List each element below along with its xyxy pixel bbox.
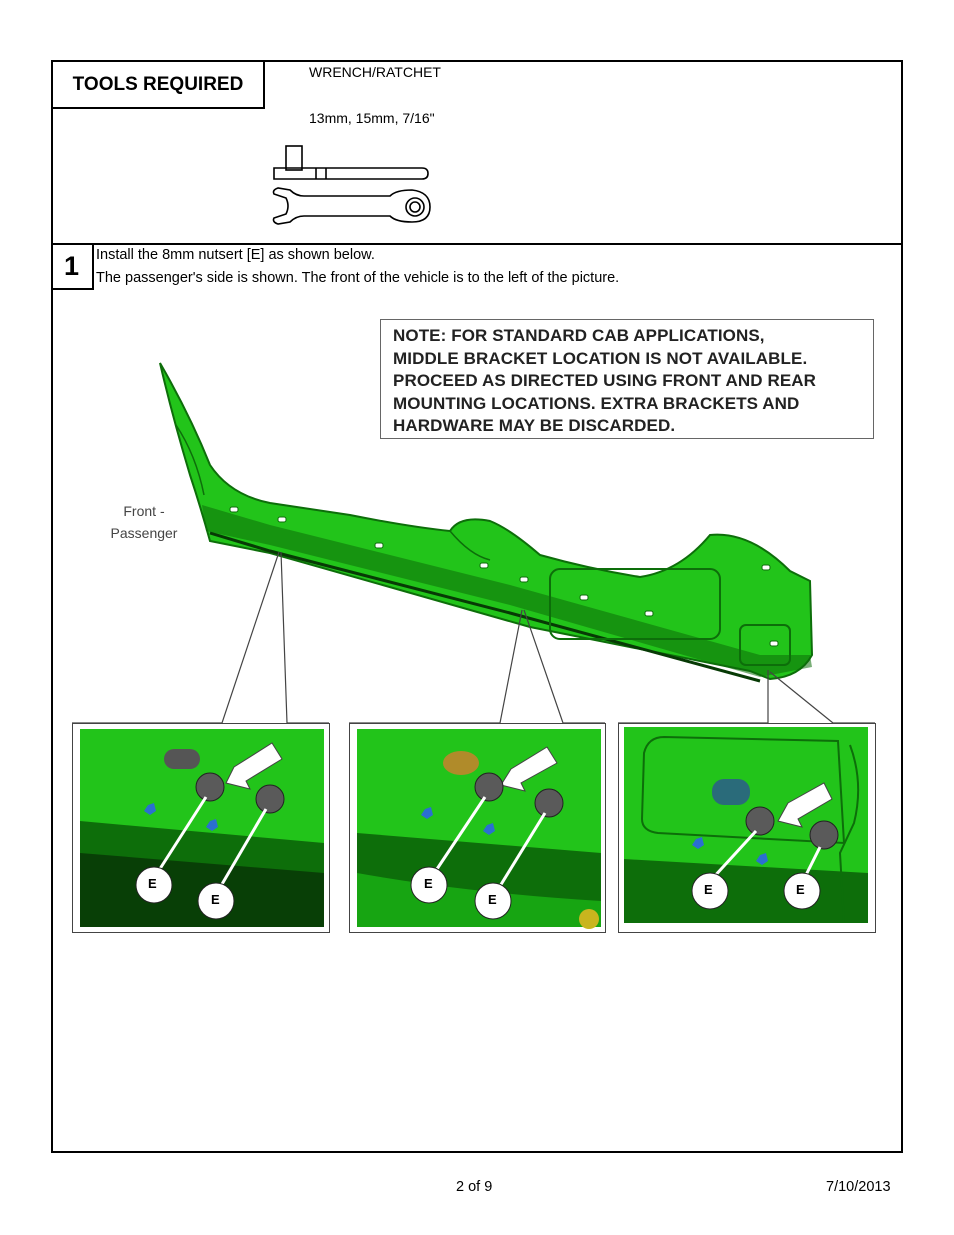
nutsert-label: E: [424, 876, 433, 891]
note-line: MOUNTING LOCATIONS. EXTRA BRACKETS AND: [393, 393, 800, 413]
note-line: NOTE: FOR STANDARD CAB APPLICATIONS,: [393, 326, 765, 345]
tools-required-heading: TOOLS REQUIRED: [51, 60, 265, 109]
note-line: HARDWARE MAY BE DISCARDED.: [393, 416, 676, 436]
nutsert-label: E: [704, 882, 713, 897]
page-number: 2 of 9: [456, 1179, 493, 1195]
document-date: 7/10/2013: [826, 1179, 891, 1195]
note-line: PROCEED AS DIRECTED USING FRONT AND REAR: [393, 371, 817, 391]
nutsert-label: E: [796, 882, 805, 897]
detail-view-middle: [349, 723, 606, 933]
tool-sizes: 13mm, 15mm, 7/16": [309, 110, 435, 126]
note-line: MIDDLE BRACKET LOCATION IS NOT AVAILABLE.: [393, 348, 808, 368]
step-instruction-1: Install the 8mm nutsert [E] as shown below.: [96, 247, 375, 263]
detail-view-rear: [618, 723, 876, 933]
step-number: 1: [51, 244, 94, 290]
nutsert-label: E: [488, 892, 497, 907]
orientation-label: Front - Passenger: [110, 503, 178, 541]
nutsert-label: E: [211, 892, 220, 907]
step-instruction-2: The passenger's side is shown. The front of the vehicle is to the left of the picture.: [96, 270, 620, 286]
nutsert-label: E: [148, 876, 157, 891]
detail-view-front: [72, 723, 330, 933]
tool-name: WRENCH/RATCHET: [309, 64, 441, 80]
